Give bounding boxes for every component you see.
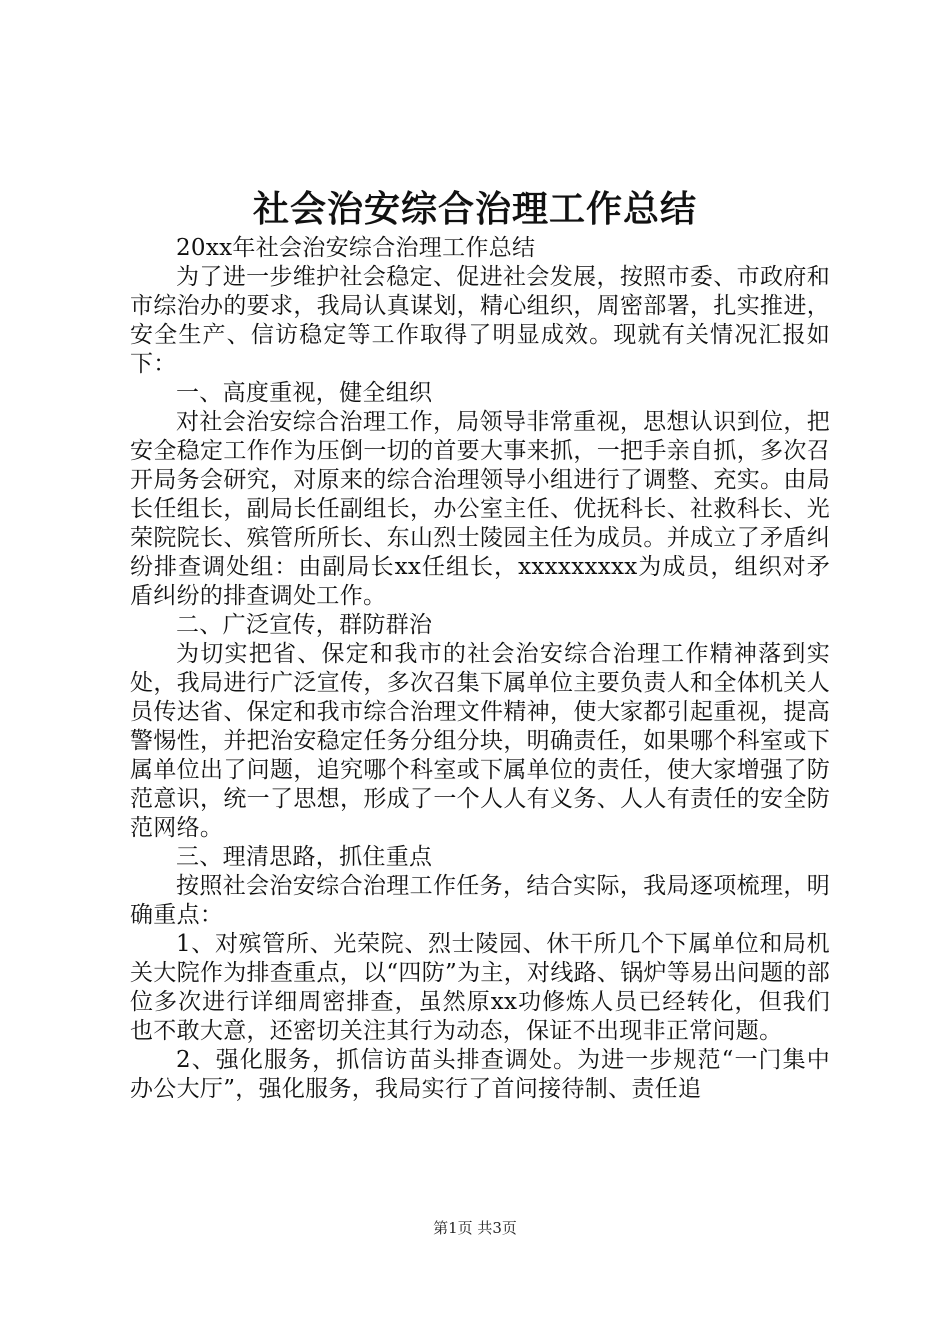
list-item-2: 2、强化服务，抓信访苗头排查调处。为进一步规范“一门集中办公大厅”，强化服务，我局实行了首问接待制、责任追 [130,1047,830,1102]
paragraph-section-2: 为切实把省、保定和我市的社会治安综合治理工作精神落到实处，我局进行广泛宣传，多次召集下属单位主要负责人和全体机关人员传达省、保定和我市综合治理文件精神，使大家都引起重视，提高警惕性，并把治安稳定任务分组分块，明确责任，如果哪个科室或下属单位出了问题，追究哪个科室或下属单位的责任，使大家增强了防范意识，统一了思想，形成了一个人人有义务、人人有责任的安全防范网络。 [130,641,830,841]
paragraph-subtitle: 20xx年社会治安综合治理工作总结 [176,235,536,261]
paragraph-section-1: 对社会治安综合治理工作，局领导非常重视，思想认识到位，把安全稳定工作作为压倒一切的首要大事来抓，一把手亲自抓，多次召开局务会研究，对原来的综合治理领导小组进行了调整、充实。由局长任组长，副局长任副组长，办公室主任、优抚科长、社救科长、光荣院院长、殡管所所长、东山烈士陵园主任为成员。并成立了矛盾纠纷排查调处组：由副局长xx任组长，xxxxxxxxx为成员，组织对矛盾纠纷的排查调处工作。 [130,409,830,609]
list-item-1: 1、对殡管所、光荣院、烈士陵园、休干所几个下属单位和局机关大院作为排查重点，以“四防”为主，对线路、锅炉等易出问题的部位多次进行详细周密排查，虽然原xx功修炼人员已经转化，但我们也不敢大意，还密切关注其行为动态，保证不出现非正常问题。 [130,931,830,1044]
document-body [130,234,830,1104]
paragraph-section-3: 按照社会治安综合治理工作任务，结合实际，我局逐项梳理，明确重点： [130,873,830,928]
section-heading-1: 一、高度重视，健全组织 [176,380,433,406]
document-title: 社会治安综合治理工作总结 [252,188,697,230]
paragraph-intro: 为了进一步维护社会稳定、促进社会发展，按照市委、市政府和市综治办的要求，我局认真谋划，精心组织，周密部署，扎实推进，安全生产、信访稳定等工作取得了明显成效。现就有关情况汇报如下： [130,264,830,377]
section-heading-3: 三、理清思路，抓住重点 [176,844,433,870]
section-heading-2: 二、广泛宣传，群防群治 [176,612,433,638]
page-footer: 第1页 共3页 [433,1219,517,1237]
